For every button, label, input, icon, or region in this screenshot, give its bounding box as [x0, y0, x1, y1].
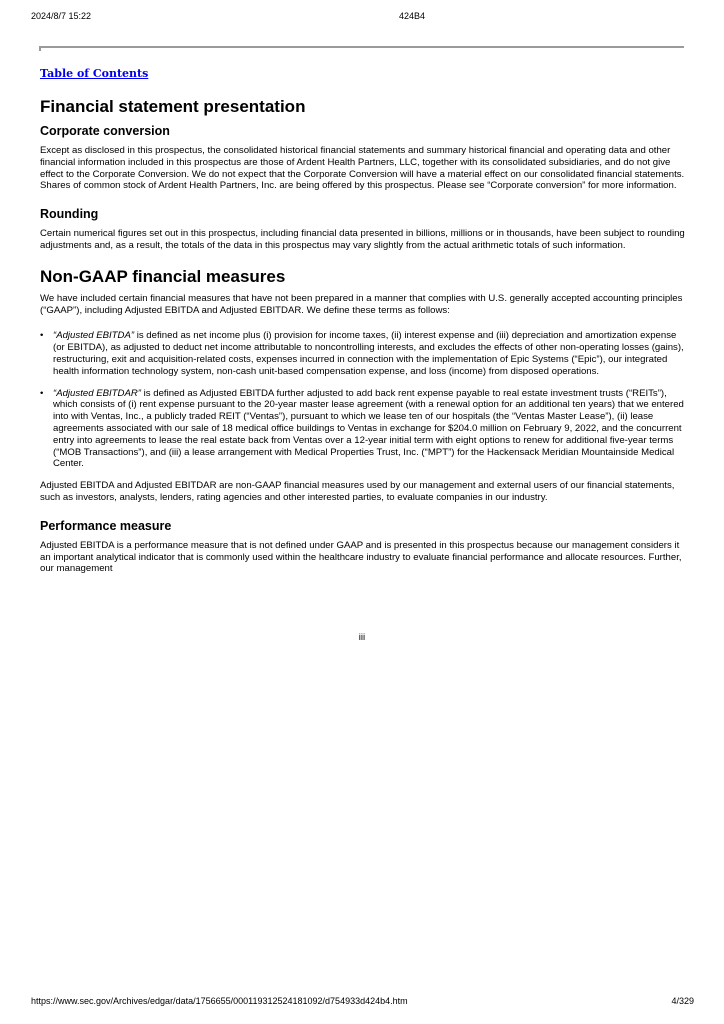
list-item [40, 388, 690, 471]
header-rule [40, 46, 684, 48]
subheading-corporate-conversion: Corporate conversion [40, 124, 170, 138]
list-item [40, 330, 690, 377]
print-page-counter: 4/329 [671, 996, 694, 1006]
document-body [40, 96, 690, 589]
section-title-financial-statement-presentation: Financial statement presentation [40, 97, 306, 116]
definition-adjusted-ebitdar: is defined as Adjusted EBITDA further adjusted to add back rent expense payable to real estate investment trusts (“REITs”), which consists of (i) rent expense pursuant to the 20-year master lease agreement (with a renewal option for an additional ten years) that we entered into with Ventas, Inc., a publicly traded REIT (“Ventas”), pursuant to which we lease ten of our hospitals (the “Ventas Master Lease”), (ii) lease agreements associated with our sale of 18 medical office buildings to Ventas in exchange for $204.0 million on February 9, 2022, and the concurrent entry into agreements to lease the real estate back from Ventas over a 12-year initial term with eight options to renew for additional five-year terms (“MOB Transactions”), and (iii) a lease arrangement with Medical Properties Trust, Inc. (“MPT”) for the Hackensack Meridian Mountainside Medical Center. [53, 387, 684, 470]
print-url: https://www.sec.gov/Archives/edgar/data/1756655/000119312524181092/d754933d424b4.htm [31, 996, 408, 1006]
definition-adjusted-ebitda: is defined as net income plus (i) provision for income taxes, (ii) interest expense and (iii) depreciation and amortization expense (or EBITDA), as adjusted to deduct net income attributable to noncontrolling interests, and excludes the effects of other non-operating losses (gains), restructuring, exit and acquisition-related costs, expenses incurred in connection with the implementation of Epic Systems (“Epic”), our integrated health information technology system, non-cash unit-based compensation expense, and loss (income) from disposed operations. [53, 330, 684, 377]
subheading-rounding: Rounding [40, 207, 99, 222]
print-doc-title: 424B4 [399, 11, 426, 21]
paragraph-performance-measure: Adjusted EBITDA is a performance measure that is not defined under GAAP and is presented in this prospectus because our management considers it an important analytical indicator that is commonly used within the healthcare industry to evaluate financial performance and allocate resources. Further, our management [40, 539, 682, 575]
bullet-icon: • [40, 387, 44, 399]
section-title-non-gaap: Non-GAAP financial measures [40, 266, 286, 286]
page-number: iii [358, 632, 366, 643]
bullet-icon: • [40, 330, 44, 342]
definitions-list [40, 330, 690, 470]
paragraph-corporate-conversion: Except as disclosed in this prospectus, the consolidated historical financial statements and summary historical financial and operating data and other financial information included in this prospectus are those of Ardent Health Partners, LLC, together with its consolidated subsidiaries, and do not give effect to the Corporate Conversion. We do not expect that the Corporate Conversion will have a material effect on our consolidated financial statements. Shares of common stock of Ardent Health Partners, Inc. are being offered by this prospectus. Please see “Corporate conversion” for more information. [40, 145, 685, 192]
paragraph-non-gaap-intro: We have included certain financial measures that have not been prepared in a manner that complies with U.S. generally accepted accounting principles (“GAAP”), including Adjusted EBITDA and Adjusted EBITDAR. We define these terms as follows: [40, 292, 683, 316]
table-of-contents-link[interactable]: Table of Contents [40, 67, 149, 80]
term-adjusted-ebitdar: “Adjusted EBITDAR” [53, 387, 141, 399]
paragraph-rounding: Certain numerical figures set out in this prospectus, including financial data presented in billions, millions or in thousands, have been subject to rounding adjustments and, as a result, the totals of the data in this prospectus may vary slightly from the actual arithmetic totals of such information. [40, 228, 685, 251]
paragraph-non-gaap-closing: Adjusted EBITDA and Adjusted EBITDAR are non-GAAP financial measures used by our management and external users of our financial statements, such as investors, analysts, lenders, rating agencies and other interested parties, to evaluate companies in our industry. [40, 480, 675, 503]
print-datetime: 2024/8/7 15:22 [31, 11, 92, 21]
subheading-performance-measure: Performance measure [40, 518, 172, 533]
term-adjusted-ebitda: “Adjusted EBITDA” [53, 330, 135, 342]
